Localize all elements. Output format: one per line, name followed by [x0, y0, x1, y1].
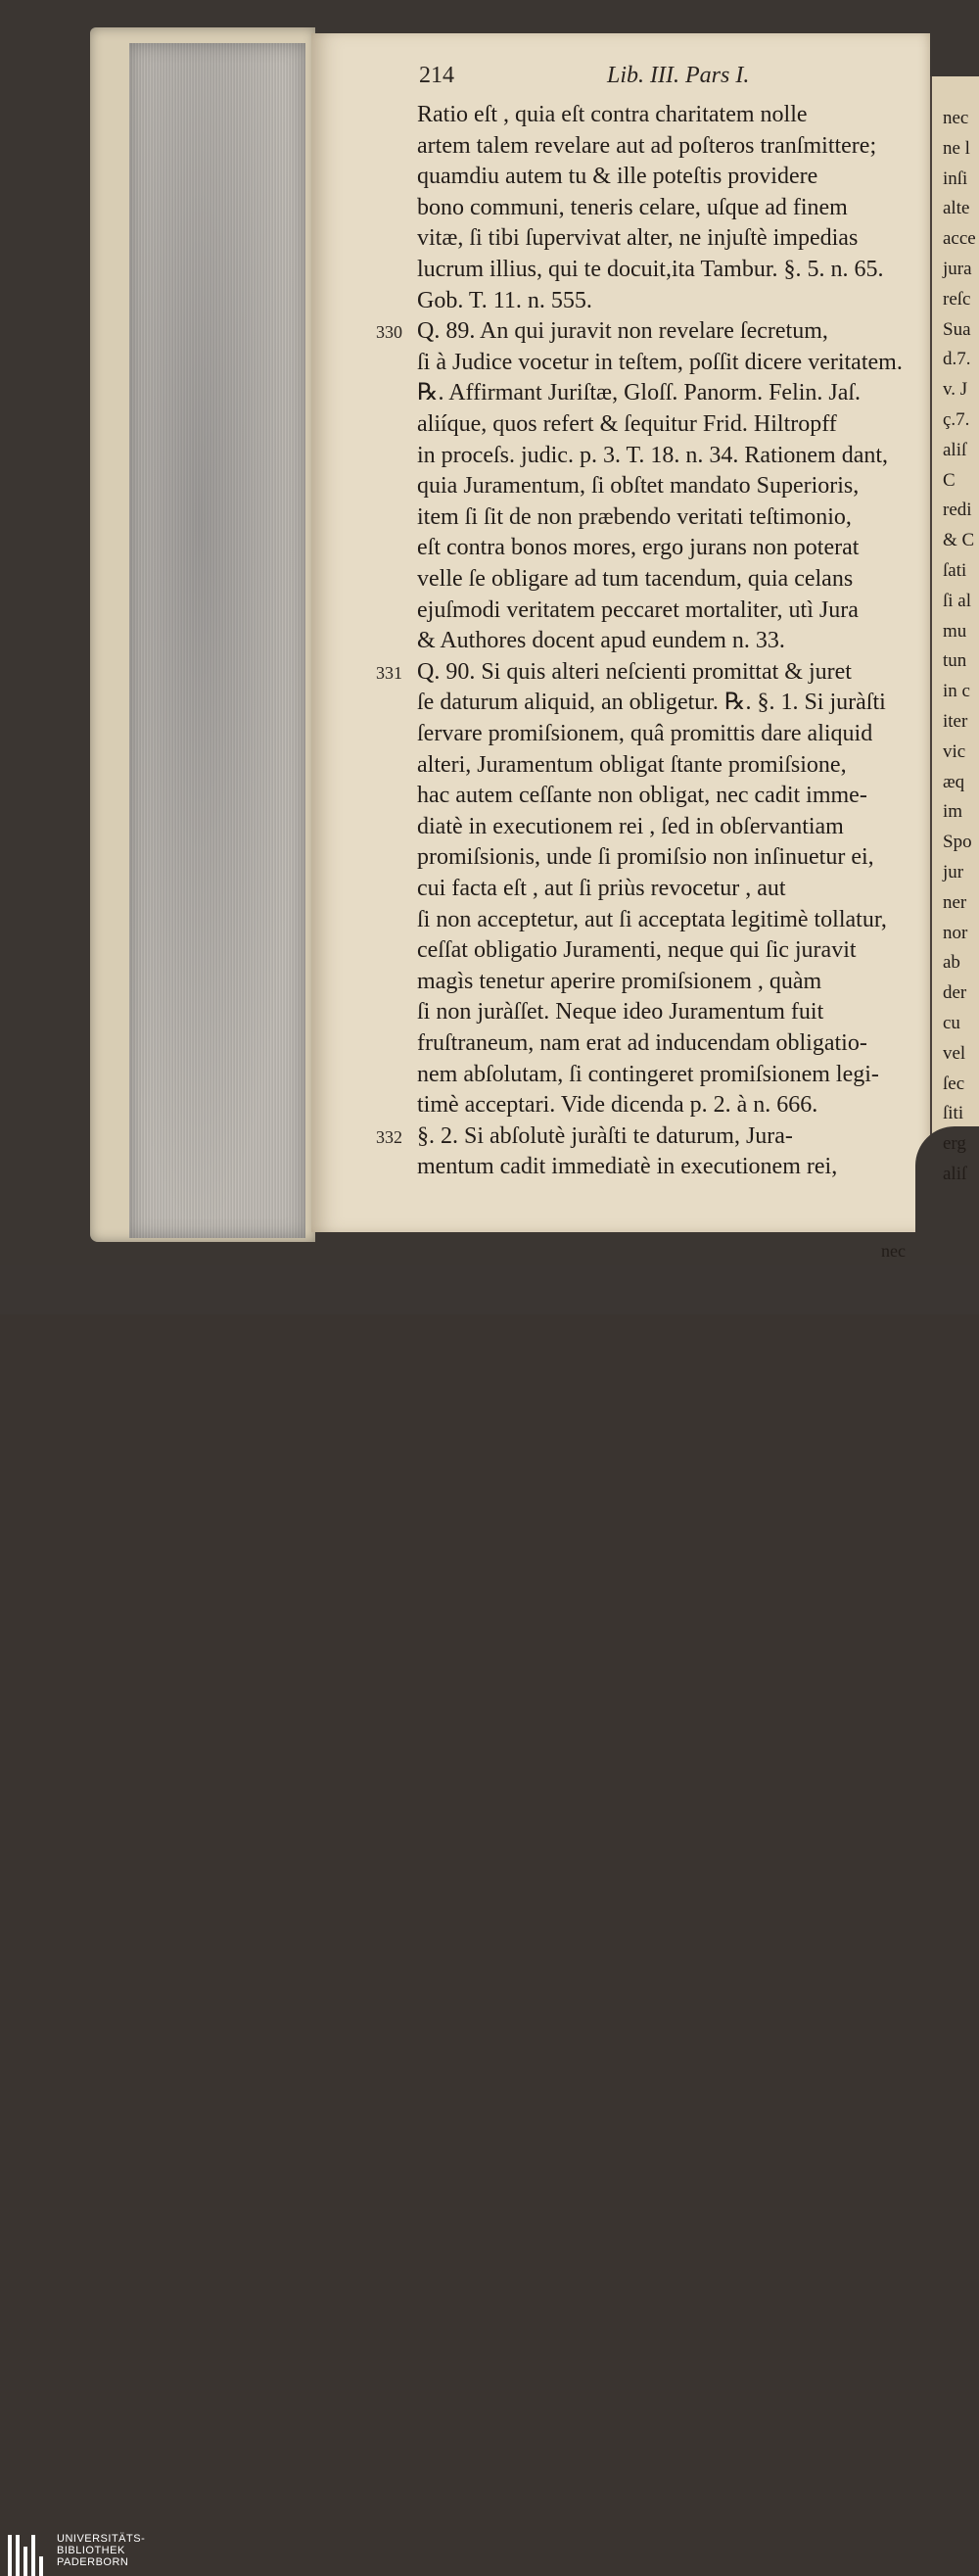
text-line: promiſsionis, unde ſi promiſsio non inſinuetur ei,	[417, 844, 874, 871]
next-page-fragment: vic	[943, 740, 966, 762]
text-line: timè acceptari. Vide dicenda p. 2. à n. 666.	[417, 1092, 818, 1119]
next-page-fragment: jura	[943, 259, 972, 279]
text-line: eſt contra bonos mores, ergo jurans non poterat	[417, 535, 860, 561]
library-name	[57, 2533, 145, 2568]
text-line: quia Juramentum, ſi obſtet mandato Superioris,	[417, 473, 860, 500]
next-page-fragment: cu	[943, 1013, 960, 1033]
marginal-number: 332	[376, 1126, 402, 1147]
next-page-fragment: in c	[943, 681, 970, 702]
next-page-fragment: tun	[943, 650, 967, 672]
text-line: ceſſat obligatio Juramenti, neque qui ſic juravit	[417, 937, 857, 964]
footer-bar	[0, 1265, 979, 2568]
text-line: mentum cadit immediatè in executionem rei,	[417, 1154, 838, 1180]
next-page-fragment: der	[943, 982, 967, 1004]
next-page-fragment: ab	[943, 952, 960, 974]
text-line: item ſi ſit de non præbendo veritati teſtimonio,	[417, 503, 852, 530]
next-page-fragment: vel	[943, 1042, 966, 1064]
text-line: ſervare promiſsionem, quâ promittis dare aliquid	[417, 721, 873, 746]
text-line: fruſtraneum, nam erat ad inducendam obligatio-	[417, 1030, 867, 1056]
next-page-fragment: ner	[943, 891, 967, 913]
marginal-number: 330	[376, 322, 402, 343]
text-line: lucrum illius, qui te docuit,ita Tambur. §. 5. n. 65.	[417, 257, 884, 282]
next-page-fragment: inſi	[943, 167, 968, 189]
text-line: aliíque, quos refert & ſequitur Frid. Hiltropff	[417, 411, 837, 437]
next-page-fragment: redi	[943, 500, 972, 521]
next-page-fragment: nor	[943, 922, 968, 943]
text-line: hac autem ceſſante non obligat, nec cadit imme-	[417, 783, 867, 809]
next-page-fragment: C	[943, 469, 956, 491]
library-name-line: PADERBORN	[57, 2556, 129, 2568]
next-page-fragment: Sua	[943, 318, 971, 340]
text-line: ejuſmodi veritatem peccaret mortaliter, utì Jura	[417, 596, 859, 623]
text-line: Ratio eſt , quia eſt contra charitatem nolle	[417, 102, 808, 127]
text-line: ſi non acceptetur, aut ſi acceptata legitimè tollatur,	[417, 906, 887, 932]
text-line: Gob. T. 11. n. 555.	[417, 287, 592, 313]
library-name-line: BIBLIOTHEK	[57, 2545, 125, 2556]
text-line: artem talem revelare aut ad poſteros tranſmittere;	[417, 132, 877, 159]
next-page-fragment: ſiti	[943, 1103, 964, 1124]
next-page-fragment: ç.7.	[943, 409, 970, 430]
next-page-fragment: iter	[943, 711, 968, 732]
next-page-fragment: aliſ	[943, 1164, 967, 1184]
next-page-fragment: æq	[943, 771, 965, 792]
next-page-fragment: ne l	[943, 137, 970, 159]
text-line: Q. 90. Si quis alteri neſcienti promittat & juret	[417, 658, 852, 685]
next-page-fragment: d.7.	[943, 349, 971, 370]
text-line: in proceſs. judic. p. 3. T. 18. n. 34. Rationem dant,	[417, 442, 889, 468]
text-line: vitæ, ſi tibi ſupervivat alter, ne injuſtè impedias	[417, 225, 859, 252]
text-line: §. 2. Si abſolutè juràſti te daturum, Jura-	[417, 1122, 793, 1149]
text-line: quamdiu autem tu & ille poteſtis providere	[417, 164, 818, 190]
next-page-fragment: Spo	[943, 832, 972, 853]
catchword: nec	[881, 1241, 906, 1261]
library-logo-icon	[8, 2535, 49, 2576]
running-title: Lib. III. Pars I.	[607, 63, 750, 88]
next-page-fragment: ſati	[943, 560, 967, 581]
page-number: 214	[419, 63, 454, 88]
text-line: nem abſolutam, ſi contingeret promiſsionem legi-	[417, 1061, 879, 1087]
next-page-fragment: aliſ	[943, 439, 967, 460]
text-line: bono communi, teneris celare, uſque ad finem	[417, 194, 848, 220]
text-line: alteri, Juramentum obligat ſtante promiſsione,	[417, 751, 847, 778]
next-page-fragment: acce	[943, 228, 976, 250]
text-line: ſi non juràſſet. Neque ideo Juramentum fuit	[417, 999, 824, 1026]
marginal-number: 331	[376, 662, 402, 683]
next-page-fragment: im	[943, 801, 963, 823]
next-page-fragment: ſi al	[943, 590, 972, 611]
library-name-line: UNIVERSITÄTS-	[57, 2533, 146, 2545]
text-line: & Authores docent apud eundem n. 33.	[417, 628, 785, 654]
text-line: diatè in executionem rei , ſed in obſervantiam	[417, 813, 844, 839]
next-page-fragment: nec	[943, 108, 969, 128]
text-line: Q. 89. An qui juravit non revelare ſecretum,	[417, 318, 828, 345]
next-page-fragment: mu	[943, 620, 967, 642]
text-line: cui facta eſt , aut ſi priùs revocetur , aut	[417, 876, 786, 901]
text-line: magìs tenetur aperire promiſsionem , quàm	[417, 968, 822, 994]
next-page-fragment: alte	[943, 198, 970, 219]
next-page-fragment: & C	[943, 530, 975, 551]
next-page-fragment: erg	[943, 1133, 966, 1155]
text-line: ℞. Affirmant Juriſtæ, Gloſſ. Panorm. Felin. Jaſ.	[417, 380, 862, 406]
next-page-fragment: v. J	[943, 379, 968, 401]
text-line: velle ſe obligare ad tum tacendum, quia celans	[417, 566, 854, 592]
scan-image	[0, 0, 979, 1265]
text-line: ſe daturum aliquid, an obligetur. ℞. §. 1. Si juràſti	[417, 690, 886, 716]
next-page-fragment: ſec	[943, 1073, 965, 1094]
text-line: ſi à Judice vocetur in teſtem, poſſit dicere veritatem.	[417, 349, 903, 375]
next-page-fragment: jur	[943, 862, 964, 883]
next-page-fragment: reſc	[943, 288, 971, 310]
page-block-edge	[129, 43, 305, 1238]
